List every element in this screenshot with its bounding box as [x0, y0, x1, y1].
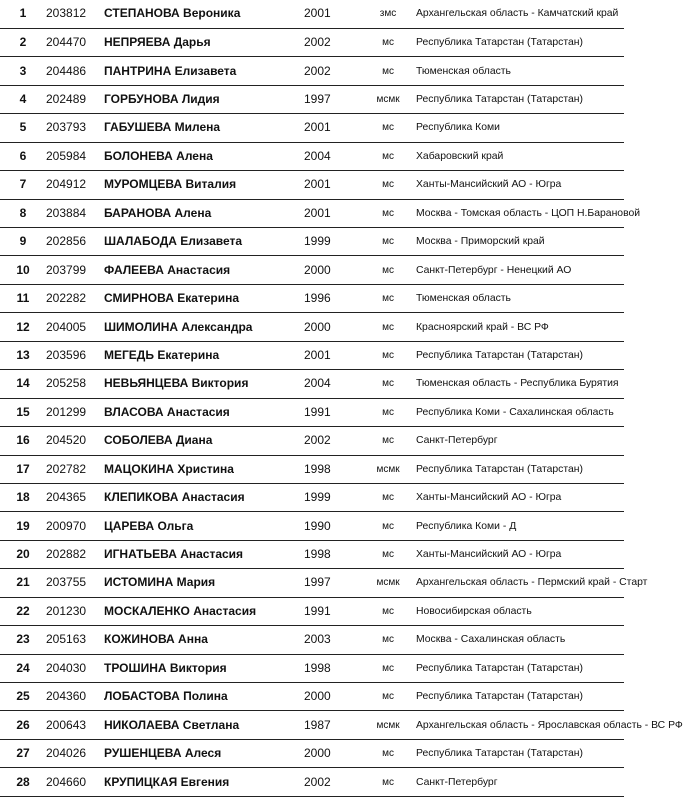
place-cell: 16 [0, 427, 46, 455]
table-row [0, 398, 624, 426]
region-cell: Москва - Приморский край [416, 228, 624, 256]
region-cell: Красноярский край - ВС РФ [416, 313, 624, 341]
athlete-id-cell: 202856 [46, 228, 104, 256]
sport-rank-cell: мс [360, 284, 416, 312]
sport-rank-cell: мс [360, 228, 416, 256]
table-row [0, 768, 624, 796]
birth-year-cell: 2003 [304, 626, 360, 654]
place-cell: 1 [0, 0, 46, 28]
table-row [0, 199, 624, 227]
place-cell: 14 [0, 370, 46, 398]
athlete-name-cell: ШАЛАБОДА Елизавета [104, 228, 304, 256]
athlete-name-cell: ШИМОЛИНА Александра [104, 313, 304, 341]
athlete-id-cell: 203812 [46, 0, 104, 28]
athlete-id-cell: 201299 [46, 398, 104, 426]
birth-year-cell: 2001 [304, 199, 360, 227]
table-row [0, 28, 624, 56]
birth-year-cell: 2002 [304, 28, 360, 56]
table-row [0, 711, 624, 739]
place-cell: 7 [0, 171, 46, 199]
place-cell: 23 [0, 626, 46, 654]
athlete-name-cell: ПАНТРИНА Елизавета [104, 57, 304, 85]
athlete-name-cell: НИКОЛАЕВА Светлана [104, 711, 304, 739]
birth-year-cell: 2000 [304, 313, 360, 341]
athlete-id-cell: 204486 [46, 57, 104, 85]
table-row [0, 540, 624, 568]
birth-year-cell: 2002 [304, 768, 360, 796]
sport-rank-cell: мс [360, 142, 416, 170]
birth-year-cell: 1997 [304, 85, 360, 113]
region-cell: Республика Коми - Д [416, 512, 624, 540]
region-cell: Санкт-Петербург [416, 768, 624, 796]
table-row [0, 597, 624, 625]
athlete-name-cell: ИГНАТЬЕВА Анастасия [104, 540, 304, 568]
birth-year-cell: 2001 [304, 114, 360, 142]
region-cell: Республика Татарстан (Татарстан) [416, 455, 624, 483]
table-row [0, 654, 624, 682]
table-row [0, 85, 624, 113]
athlete-id-cell: 203884 [46, 199, 104, 227]
region-cell: Архангельская область - Ярославская область - ВС РФ [416, 711, 624, 739]
region-cell: Москва - Сахалинская область [416, 626, 624, 654]
sport-rank-cell: мс [360, 171, 416, 199]
table-row [0, 313, 624, 341]
region-cell: Республика Коми [416, 114, 624, 142]
athlete-name-cell: ЦАРЕВА Ольга [104, 512, 304, 540]
table-row [0, 683, 624, 711]
athlete-name-cell: КЛЕПИКОВА Анастасия [104, 483, 304, 511]
athlete-name-cell: ГОРБУНОВА Лидия [104, 85, 304, 113]
region-cell: Республика Коми - Сахалинская область [416, 398, 624, 426]
place-cell: 19 [0, 512, 46, 540]
place-cell: 3 [0, 57, 46, 85]
region-cell: Новосибирская область [416, 597, 624, 625]
table-row [0, 57, 624, 85]
athlete-name-cell: ИСТОМИНА Мария [104, 569, 304, 597]
athlete-name-cell: МУРОМЦЕВА Виталия [104, 171, 304, 199]
region-cell: Тюменская область [416, 57, 624, 85]
region-cell: Ханты-Мансийский АО - Югра [416, 483, 624, 511]
athlete-name-cell: МАЦОКИНА Христина [104, 455, 304, 483]
region-cell: Архангельская область - Камчатский край [416, 0, 624, 28]
region-cell: Республика Татарстан (Татарстан) [416, 28, 624, 56]
sport-rank-cell: мс [360, 654, 416, 682]
birth-year-cell: 2000 [304, 256, 360, 284]
table-row [0, 483, 624, 511]
birth-year-cell: 1991 [304, 597, 360, 625]
table-row [0, 569, 624, 597]
athlete-id-cell: 205984 [46, 142, 104, 170]
region-cell: Ханты-Мансийский АО - Югра [416, 171, 624, 199]
athlete-id-cell: 204470 [46, 28, 104, 56]
sport-rank-cell: мс [360, 256, 416, 284]
sport-rank-cell: мс [360, 483, 416, 511]
region-cell: Республика Татарстан (Татарстан) [416, 341, 624, 369]
table-row [0, 626, 624, 654]
birth-year-cell: 2002 [304, 57, 360, 85]
region-cell: Тюменская область - Республика Бурятия [416, 370, 624, 398]
birth-year-cell: 2001 [304, 341, 360, 369]
region-cell: Ханты-Мансийский АО - Югра [416, 540, 624, 568]
table-row [0, 341, 624, 369]
athlete-id-cell: 204026 [46, 739, 104, 767]
athlete-id-cell: 204660 [46, 768, 104, 796]
table-row [0, 284, 624, 312]
sport-rank-cell: мс [360, 626, 416, 654]
athlete-id-cell: 205258 [46, 370, 104, 398]
sport-rank-cell: мс [360, 57, 416, 85]
table-row [0, 171, 624, 199]
sport-rank-cell: мс [360, 114, 416, 142]
region-cell: Москва - Томская область - ЦОП Н.Барановой [416, 199, 624, 227]
athlete-id-cell: 204005 [46, 313, 104, 341]
athlete-id-cell: 200643 [46, 711, 104, 739]
athlete-name-cell: СТЕПАНОВА Вероника [104, 0, 304, 28]
athlete-id-cell: 204912 [46, 171, 104, 199]
athlete-name-cell: БОЛОНЕВА Алена [104, 142, 304, 170]
place-cell: 11 [0, 284, 46, 312]
athlete-id-cell: 202782 [46, 455, 104, 483]
place-cell: 25 [0, 683, 46, 711]
sport-rank-cell: мс [360, 313, 416, 341]
region-cell: Хабаровский край [416, 142, 624, 170]
region-cell: Санкт-Петербург - Ненецкий АО [416, 256, 624, 284]
sport-rank-cell: мс [360, 398, 416, 426]
athlete-id-cell: 203755 [46, 569, 104, 597]
athlete-name-cell: СМИРНОВА Екатерина [104, 284, 304, 312]
athlete-id-cell: 202882 [46, 540, 104, 568]
athlete-id-cell: 204365 [46, 483, 104, 511]
birth-year-cell: 1998 [304, 540, 360, 568]
region-cell: Республика Татарстан (Татарстан) [416, 654, 624, 682]
region-cell: Санкт-Петербург [416, 427, 624, 455]
birth-year-cell: 2000 [304, 683, 360, 711]
athlete-name-cell: БАРАНОВА Алена [104, 199, 304, 227]
place-cell: 17 [0, 455, 46, 483]
table-row [0, 256, 624, 284]
sport-rank-cell: мсмк [360, 85, 416, 113]
table-row [0, 114, 624, 142]
table-row [0, 228, 624, 256]
birth-year-cell: 1990 [304, 512, 360, 540]
place-cell: 6 [0, 142, 46, 170]
table-row [0, 0, 624, 28]
sport-rank-cell: мсмк [360, 569, 416, 597]
place-cell: 21 [0, 569, 46, 597]
region-cell: Республика Татарстан (Татарстан) [416, 683, 624, 711]
table-row [0, 455, 624, 483]
sport-rank-cell: мс [360, 768, 416, 796]
athlete-name-cell: НЕВЬЯНЦЕВА Виктория [104, 370, 304, 398]
place-cell: 5 [0, 114, 46, 142]
athlete-id-cell: 203793 [46, 114, 104, 142]
athlete-id-cell: 204520 [46, 427, 104, 455]
athlete-name-cell: РУШЕНЦЕВА Алеся [104, 739, 304, 767]
region-cell: Архангельская область - Пермский край - Старт [416, 569, 624, 597]
athlete-id-cell: 204360 [46, 683, 104, 711]
table-row [0, 739, 624, 767]
birth-year-cell: 2000 [304, 739, 360, 767]
sport-rank-cell: мс [360, 512, 416, 540]
sport-rank-cell: мс [360, 427, 416, 455]
birth-year-cell: 2002 [304, 427, 360, 455]
place-cell: 20 [0, 540, 46, 568]
athlete-name-cell: КРУПИЦКАЯ Евгения [104, 768, 304, 796]
sport-rank-cell: мсмк [360, 711, 416, 739]
athlete-name-cell: ВЛАСОВА Анастасия [104, 398, 304, 426]
place-cell: 13 [0, 341, 46, 369]
birth-year-cell: 1999 [304, 228, 360, 256]
athlete-name-cell: ГАБУШЕВА Милена [104, 114, 304, 142]
place-cell: 22 [0, 597, 46, 625]
birth-year-cell: 1996 [304, 284, 360, 312]
athlete-name-cell: ТРОШИНА Виктория [104, 654, 304, 682]
table-row [0, 142, 624, 170]
place-cell: 8 [0, 199, 46, 227]
place-cell: 28 [0, 768, 46, 796]
sport-rank-cell: мс [360, 341, 416, 369]
birth-year-cell: 1998 [304, 654, 360, 682]
athlete-name-cell: МЕГЕДЬ Екатерина [104, 341, 304, 369]
sport-rank-cell: мс [360, 540, 416, 568]
athlete-name-cell: СОБОЛЕВА Диана [104, 427, 304, 455]
sport-rank-cell: мс [360, 28, 416, 56]
region-cell: Тюменская область [416, 284, 624, 312]
place-cell: 26 [0, 711, 46, 739]
athlete-name-cell: ЛОБАСТОВА Полина [104, 683, 304, 711]
birth-year-cell: 1999 [304, 483, 360, 511]
athlete-id-cell: 202489 [46, 85, 104, 113]
place-cell: 4 [0, 85, 46, 113]
birth-year-cell: 2001 [304, 0, 360, 28]
sport-rank-cell: мс [360, 739, 416, 767]
birth-year-cell: 2001 [304, 171, 360, 199]
birth-year-cell: 1997 [304, 569, 360, 597]
place-cell: 2 [0, 28, 46, 56]
place-cell: 9 [0, 228, 46, 256]
place-cell: 27 [0, 739, 46, 767]
athlete-name-cell: ФАЛЕЕВА Анастасия [104, 256, 304, 284]
place-cell: 10 [0, 256, 46, 284]
sport-rank-cell: мс [360, 370, 416, 398]
athlete-id-cell: 203799 [46, 256, 104, 284]
sport-rank-cell: змс [360, 0, 416, 28]
athlete-id-cell: 200970 [46, 512, 104, 540]
birth-year-cell: 2004 [304, 142, 360, 170]
birth-year-cell: 1991 [304, 398, 360, 426]
athlete-id-cell: 202282 [46, 284, 104, 312]
sport-rank-cell: мс [360, 199, 416, 227]
birth-year-cell: 1987 [304, 711, 360, 739]
athlete-id-cell: 204030 [46, 654, 104, 682]
birth-year-cell: 2004 [304, 370, 360, 398]
place-cell: 24 [0, 654, 46, 682]
athlete-name-cell: МОСКАЛЕНКО Анастасия [104, 597, 304, 625]
place-cell: 12 [0, 313, 46, 341]
table-row [0, 427, 624, 455]
sport-rank-cell: мс [360, 597, 416, 625]
region-cell: Республика Татарстан (Татарстан) [416, 85, 624, 113]
athlete-id-cell: 201230 [46, 597, 104, 625]
table-row [0, 512, 624, 540]
sport-rank-cell: мс [360, 683, 416, 711]
birth-year-cell: 1998 [304, 455, 360, 483]
sport-rank-cell: мсмк [360, 455, 416, 483]
place-cell: 15 [0, 398, 46, 426]
athlete-id-cell: 205163 [46, 626, 104, 654]
place-cell: 18 [0, 483, 46, 511]
table-row [0, 370, 624, 398]
athlete-name-cell: КОЖИНОВА Анна [104, 626, 304, 654]
region-cell: Республика Татарстан (Татарстан) [416, 739, 624, 767]
athlete-id-cell: 203596 [46, 341, 104, 369]
athlete-name-cell: НЕПРЯЕВА Дарья [104, 28, 304, 56]
